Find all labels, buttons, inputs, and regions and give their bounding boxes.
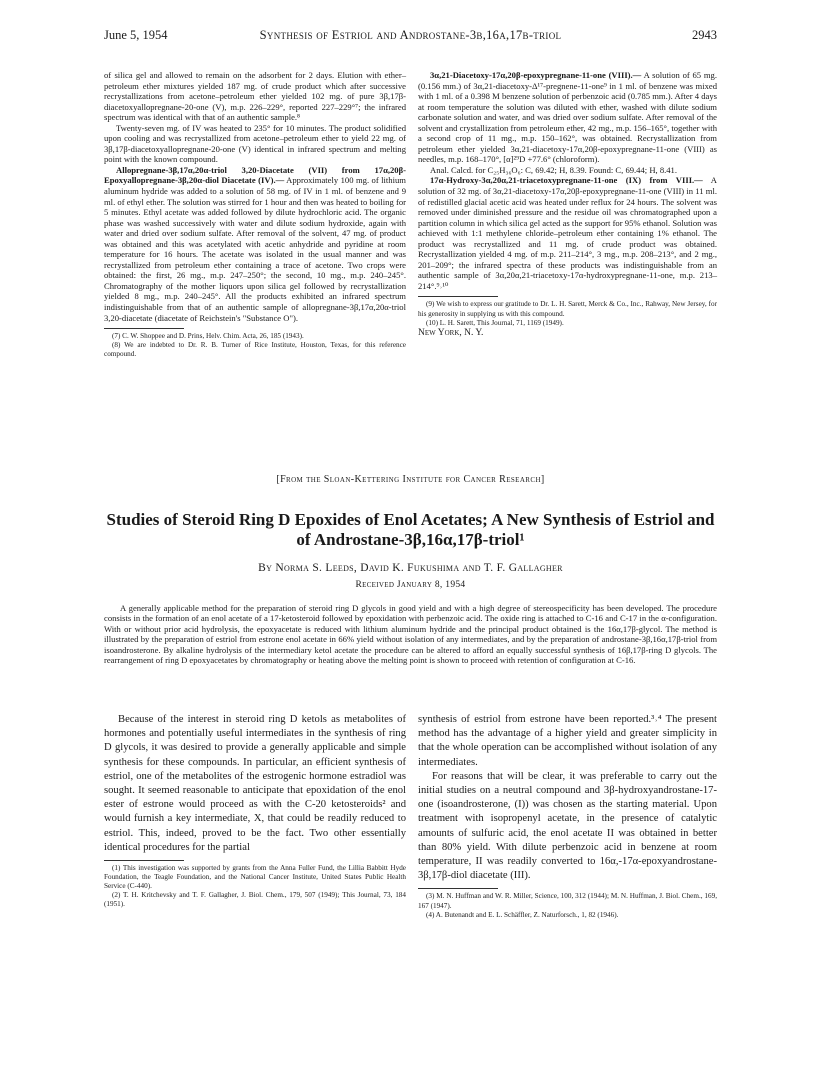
section-heading: Allopregnane-3β,17α,20α-triol 3,20-Diacetate (VII) from 17α,20β-Epoxyallopregnane-3β,20α-diol Diacetate (IV).— — [104, 164, 406, 186]
paragraph — [418, 70, 717, 165]
footnote-rule — [104, 328, 184, 329]
paragraph — [418, 175, 717, 291]
paragraph — [104, 165, 406, 323]
abstract-text: A generally applicable method for the preparation of steroid ring D glycols in good yield and with a high degree of stereospecificity has been developed. The procedure consists in the formation of an enol acetate of a 17-ketosteroid followed by epoxidation with perbenzoic acid. The oxide ring is attached to C-16 and C-17 in the α-configuration. With or without prior acid hydrolysis, the epoxyacetate is reduced with lithium aluminum hydride and the principal product obtained is the 16α,17β-glycol. The method is illustrated by the preparation of estriol from estrone enol acetate in 66% yield without isolation of any intermediates, and by the preparation of androstane-3β,16α,17β-triol from isoandrosterone. By alkaline hydrolysis of the intermediary ketol acetate the procedure can be altered to afford an equally successful synthesis of 16β,17β-ring D glycols. The rearrangement of ring D epoxyacetates by chromatography or heating above the melting point is shown to proceed with retention of configuration at C-16. — [104, 603, 717, 666]
article-title: Studies of Steroid Ring D Epoxides of Enol Acetates; A New Synthesis of Estriol and of Androstane-3β,16α,17β-triol¹ — [106, 510, 715, 549]
footnote-1: (1) This investigation was supported by grants from the Anna Fuller Fund, the Lillia Babbitt Hyde Foundation, the Teagle Foundation, and the National Cancer Institute, United States Public Health Service (C-440). — [104, 864, 406, 891]
footnotes — [418, 892, 717, 919]
footnote-rule — [104, 860, 184, 861]
footnote-3: (3) M. N. Huffman and W. R. Miller, Science, 100, 312 (1944); M. N. Huffman, J. Biol. Chem., 169, 167 (1947). — [418, 892, 717, 910]
body-right-column — [418, 713, 717, 920]
footnote-9: (9) We wish to express our gratitude to Dr. L. H. Sarett, Merck & Co., Inc., Rahway, New Jersey, for his generosity in supplying us with this compound. — [418, 300, 717, 318]
paragraph-text: Approximately 100 mg. of lithium aluminum hydride was added to a solution of 58 mg. of IV in 1 ml. of benzene and 9 ml. of ethyl ether. The solution was stirred for 1 hour and then was heated to boiling for 5 minutes. Ethyl acetate was added followed by dilute hydrochloric acid. The organic phase was washed successively with water and dilute sodium hydroxide, again with water and dried over sodium sulfate. After removal of the solvent, 47 mg. of product was obtained and this was acetylated with acetic anhydride and pyridine at room temperature for 16 hours. The acetate was isolated in the usual manner and was recrystallized from petroleum ether containing a trace of acetone. Two crops were obtained: the first, 26 mg., m.p. 247–250°; the second, 10 mg., m.p. 240–245°. Chromatography of the mother liquors upon silica gel followed by recrystallization yielded 8 mg., m.p. 240–245°. All the products exhibited an infrared spectrum indistinguishable from that of an authentic sample of allopregnane-3β,17α,20α-triol 3,20-diacetate (diacetate of Reichstein's "Substance O"). — [104, 175, 406, 323]
received-date: Received January 8, 1954 — [355, 580, 466, 590]
body-left-column — [104, 713, 406, 910]
paragraph: of silica gel and allowed to remain on the adsorbent for 2 days. Elution with ether–petroleum ether mixtures yielded 187 mg. of crude product which after successive recrystallizations from acetone–petroleum ether yielded 102 mg. of pure 3β,17β-diacetoxyallopregnane-20-one (V), m.p. 226–229°, reported 227–229°⁷; the infrared spectrum was identical with that of an authentic sample.⁸ — [104, 70, 406, 123]
footnote-7: (7) C. W. Shoppee and D. Prins, Helv. Chim. Acta, 26, 185 (1943). — [112, 332, 304, 341]
header-running-title: Synthesis of Estriol and Androstane-3β,16α,17β-triol — [259, 28, 562, 42]
top-right-column — [418, 70, 717, 338]
footnote-rule — [418, 296, 498, 297]
section-heading: 3α,21-Diacetoxy-17α,20β-epoxypregnane-11-one (VIII).— — [430, 70, 642, 80]
paragraph: Because of the interest in steroid ring D ketols as metabolites of hormones and potentially useful intermediates in the synthesis of ring D glycols, it was desired to provide a generally applicable and simple synthesis for these compounds. In particular, an efficient synthesis of estriol, one of the metabolites of the estrogenic hormone estradiol was sought. It seemed reasonable to anticipate that epoxidation of the enol ester of estrone would proceed as with the C-20 ketosteroids² and would furnish a key intermediate, X, that could be readily reduced to estriol. This, indeed, proved to be the fact. Two other essentially identical procedures for the partial — [104, 714, 406, 853]
institution-line: [From the Sloan-Kettering Institute for Cancer Research] — [276, 474, 545, 485]
top-left-column — [104, 70, 406, 359]
running-header — [104, 28, 717, 48]
footnote-2: (2) T. H. Kritchevsky and T. F. Gallagher, J. Biol. Chem., 179, 507 (1949); This Journal, 73, 184 (1951). — [104, 891, 406, 909]
place-line: New York, N. Y. — [418, 327, 484, 338]
footnotes — [104, 864, 406, 909]
abstract — [104, 603, 717, 665]
analysis-line: Anal. Calcd. for C₂₅H₃₆O₆: C, 69.42; H, 8.39. Found: C, 69.44; H, 8.41. — [430, 164, 678, 175]
section-heading: 17α-Hydroxy-3α,20α,21-triacetoxypregnane-11-one (IX) from VIII.— — [430, 175, 703, 186]
paragraph-text: A solution of 65 mg. (0.156 mm.) of 3α,21-diacetoxy-Δ¹⁷-pregnene-11-one⁹ in 1 ml. of benzene was mixed with 1 ml. of a 0.398 M benzene solution of perbenzoic acid (0.785 mm.). After 4 days at room temperature the solution was diluted with ether, washed with dilute sodium carbonate solution and water, and was dried over sodium sulfate. After removal of the solvent and crystallization from petroleum ether, 42 mg., m.p. 156–165°, together with a second crop of 11 mg., m.p. 150–162°, was obtained. Recrystallization from petroleum ether yielded 3α,21-diacetoxy-17α,20β-epoxypregnane-11-one (VIII) as needles, m.p. 168–170°, [α]²⁹D +77.6° (chloroform). — [418, 70, 717, 165]
paragraph: Twenty-seven mg. of IV was heated to 235° for 10 minutes. The product solidified upon cooling and was recrystallized from acetone–petroleum ether to yield 22 mg. of 3β,17β-diacetoxyallopregnane-20-one (V) identical in infrared spectrum and melting point with the known compound. — [104, 122, 406, 165]
footnotes — [418, 300, 717, 327]
footnotes — [104, 332, 406, 359]
paragraph-text: A solution of 32 mg. of 3α,21-diacetoxy-17α,20β-epoxypregnane-11-one (VIII) in 11 ml. of redistilled glacial acetic acid was heated under reflux for 24 hours. The solvent was removed under diminished pressure and the residue oil was chromatographed upon a partition column in which silica gel acted as the support for 95% ethanol. Solution was achieved with 1:1 methylene chloride–petroleum ether containing 1% ethanol. The product was recrystallized and 11 mg. of crude product was obtained. Recrystallization yielded 4 mg. of m.p. 211–214°, 3 mg., m.p. 208–213°, and 2 mg., 201–209°; the infrared spectra of these products was indistinguishable from an authentic sample of 3α,20α,21-triacetoxy-17α-hydroxypregnane-11-one, m.p. 213–214°.⁹˒¹⁰ — [418, 175, 717, 291]
header-page-number: 2943 — [692, 28, 717, 42]
article-authors: By Norma S. Leeds, David K. Fukushima and T. F. Gallagher — [258, 562, 563, 574]
footnote-4: (4) A. Butenandt and E. L. Schäffler, Z. Naturforsch., 1, 82 (1946). — [426, 910, 619, 919]
paragraph: For reasons that will be clear, it was preferable to carry out the initial studies on a neutral compound and 3β-hydroxyandrostane-17-one (isoandrosterone, (I)) was chosen as the starting material. Upon treatment with isopropenyl acetate, in the presence of catalytic amounts of sulfuric acid, the enol acetate II was obtained in better than 80% yield. With dilute perbenzoic acid in benzene at room temperature, II was readily converted to 16α,-17α-epoxyandrostane-3β,17β-diol diacetate (III). — [418, 770, 717, 882]
paragraph: synthesis of estriol from estrone have been reported.³˒⁴ The present method has the advantage of a higher yield and greater simplicity in that the whole operation can be accomplished without isolation of any intermediates. — [418, 714, 717, 768]
footnote-8: (8) We are indebted to Dr. R. B. Turner of Rice Institute, Houston, Texas, for this reference compound. — [104, 341, 406, 359]
header-date: June 5, 1954 — [104, 28, 168, 42]
footnote-rule — [418, 888, 498, 889]
footnote-10: (10) L. H. Sarett, This Journal, 71, 1169 (1949). — [426, 318, 564, 327]
